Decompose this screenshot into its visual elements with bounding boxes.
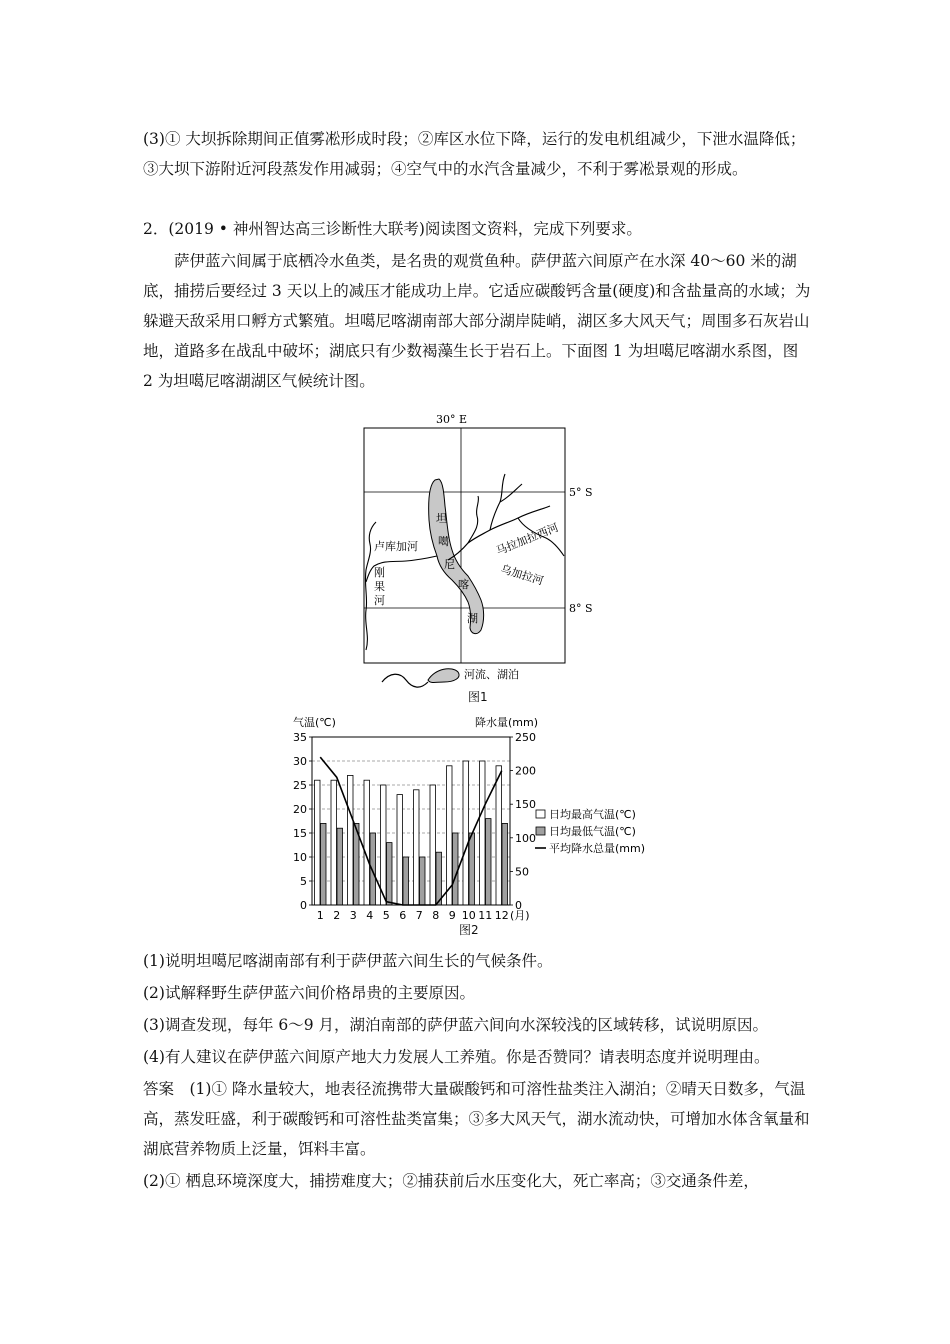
lake-map-figure: [340, 410, 610, 710]
bar-min-temp: [321, 823, 327, 905]
bar-max-temp: [315, 780, 321, 905]
legend-river-icon: [382, 674, 428, 687]
bar-max-temp: [414, 790, 420, 905]
bar-max-temp: [331, 780, 337, 905]
tick-label-left: 5: [300, 875, 307, 888]
x-tick-label: 12: [494, 909, 509, 922]
tick-label-left: 25: [293, 779, 307, 792]
x-tick-label: 10: [461, 909, 476, 922]
bar-max-temp: [348, 775, 354, 905]
lat1-label: 5° S: [569, 486, 593, 499]
bar-min-temp: [502, 823, 508, 905]
river-tributary-b: [500, 484, 522, 502]
bar-max-temp: [463, 761, 469, 905]
tick-label-right: 0: [515, 899, 522, 912]
label-malagarasi: 马拉加拉西河: [494, 521, 561, 558]
bar-max-temp: [496, 766, 502, 905]
legend-min-temp-swatch: [536, 827, 545, 835]
tick-label-right: 200: [515, 764, 536, 778]
answer-paragraph-3: (3)① 大坝拆除期间正值雾凇形成时段；②库区水位下降，运行的发电机组减少，下泄水温降低；③大坝下游附近河段蒸发作用减弱；④空气中的水汽含量减少，不利于雾凇景观的形成。: [143, 130, 806, 178]
lake-char-5: 湖: [467, 612, 478, 625]
bar-max-temp: [430, 785, 436, 905]
river-tributary-a: [490, 474, 505, 530]
legend-max-temp-swatch: [536, 810, 545, 818]
bar-max-temp: [381, 785, 387, 905]
lake-char-3: 尼: [444, 558, 455, 571]
tick-label-left: 15: [293, 827, 307, 840]
question-2: (2)试解释野生萨伊蓝六间价格昂贵的主要原因。: [143, 984, 475, 1002]
question-4: (4)有人建议在萨伊蓝六间原产地大力发展人工养殖。你是否赞同？请表明态度并说明理由。: [143, 1048, 770, 1066]
lon-label: 30° E: [436, 413, 468, 426]
label-lukuga: 卢库加河: [374, 540, 418, 553]
x-tick-label: 11: [478, 909, 493, 922]
bar-min-temp: [453, 833, 459, 905]
bar-min-temp: [387, 843, 393, 905]
tick-label-left: 35: [293, 731, 307, 744]
x-tick-label: 9: [448, 909, 456, 922]
label-congo-2: 果: [374, 580, 385, 593]
bar-max-temp: [480, 761, 486, 905]
tick-label-right: 50: [515, 865, 529, 879]
figure1-caption: 图1: [468, 690, 488, 704]
bar-max-temp: [364, 780, 370, 905]
bar-max-temp: [447, 766, 453, 905]
river-tributary-c: [468, 496, 478, 543]
material-paragraph: 萨伊蓝六间属于底栖冷水鱼类，是名贵的观赏鱼种。萨伊蓝六间原产在水深 40～60 米的湖底，捕捞后要经过 3 天以上的减压才能成功上岸。它适应碳酸钙含量(硬度)和含盐量高的水域；为躲避天敌采用口孵方式繁殖。坦噶尼喀湖南部大部分湖岸陡峭，湖区多大风天气；周围多石灰岩山地，道路多在战乱中破坏；湖底只有少数褐藻生长于岩石上。下面图 1 为坦噶尼喀湖水系图，图 2 为坦噶尼喀湖湖区气候统计图。: [143, 252, 811, 390]
tick-label-left: 20: [293, 803, 307, 816]
bar-min-temp: [436, 852, 442, 905]
bar-max-temp: [397, 795, 403, 905]
bar-min-temp: [486, 819, 492, 905]
x-tick-label: 1: [316, 909, 324, 922]
lake-char-4: 喀: [458, 578, 469, 591]
question-header: 2．(2019 • 神州智达高三诊断性大联考)阅读图文资料，完成下列要求。: [143, 220, 642, 238]
tick-label-right: 250: [515, 731, 536, 744]
x-tick-label: 7: [415, 909, 423, 922]
label-congo-3: 河: [374, 594, 385, 607]
climate-chart: [290, 712, 670, 930]
chart-ylabel-right: 降水量(mm): [475, 716, 539, 729]
bar-min-temp: [420, 857, 426, 905]
lake-char-2: 噶: [438, 535, 449, 548]
x-tick-label: 6: [399, 909, 407, 922]
figure2-caption: 图2: [459, 923, 479, 937]
bar-min-temp: [469, 833, 475, 905]
x-tick-label: 5: [382, 909, 390, 922]
label-ugalla: 乌加拉河: [499, 562, 546, 588]
tick-label-right: 150: [515, 798, 536, 812]
lat2-label: 8° S: [569, 602, 593, 615]
tick-label-right: 100: [515, 831, 536, 845]
x-unit-label: (月): [510, 909, 530, 922]
tick-label-left: 0: [300, 899, 307, 912]
x-tick-label: 8: [432, 909, 440, 922]
chart-ylabel-left: 气温(℃): [293, 716, 336, 729]
label-congo-1: 刚: [374, 566, 385, 579]
answer-1: 答案 (1)① 降水量较大，地表径流携带大量碳酸钙和可溶性盐类注入湖泊；②晴天日数多，气温高，蒸发旺盛，利于碳酸钙和可溶性盐类富集；③多大风天气，湖水流动快，可增加水体含氧量和湖底营养物质上泛量，饵料丰富。: [143, 1080, 810, 1158]
legend-label: 河流、湖泊: [464, 668, 519, 681]
legend-precip-label: 平均降水总量(mm): [549, 842, 646, 855]
legend-max-temp-label: 日均最高气温(℃): [549, 808, 636, 821]
tick-label-left: 10: [293, 851, 307, 864]
x-tick-label: 3: [349, 909, 357, 922]
bar-min-temp: [337, 828, 343, 905]
lake-char-1: 坦: [436, 512, 447, 525]
tick-label-left: 30: [293, 755, 307, 768]
question-1: (1)说明坦噶尼喀湖南部有利于萨伊蓝六间生长的气候条件。: [143, 952, 553, 970]
bar-min-temp: [403, 857, 409, 905]
question-3: (3)调查发现，每年 6～9 月，湖泊南部的萨伊蓝六间向水深较浅的区域转移，试说明原因。: [143, 1016, 769, 1034]
legend-min-temp-label: 日均最低气温(℃): [549, 825, 636, 838]
legend-lake-icon: [428, 669, 459, 683]
x-tick-label: 4: [366, 909, 374, 922]
answer-2: (2)① 栖息环境深度大，捕捞难度大；②捕获前后水压变化大，死亡率高；③交通条件差，: [143, 1172, 759, 1190]
x-tick-label: 2: [333, 909, 341, 922]
